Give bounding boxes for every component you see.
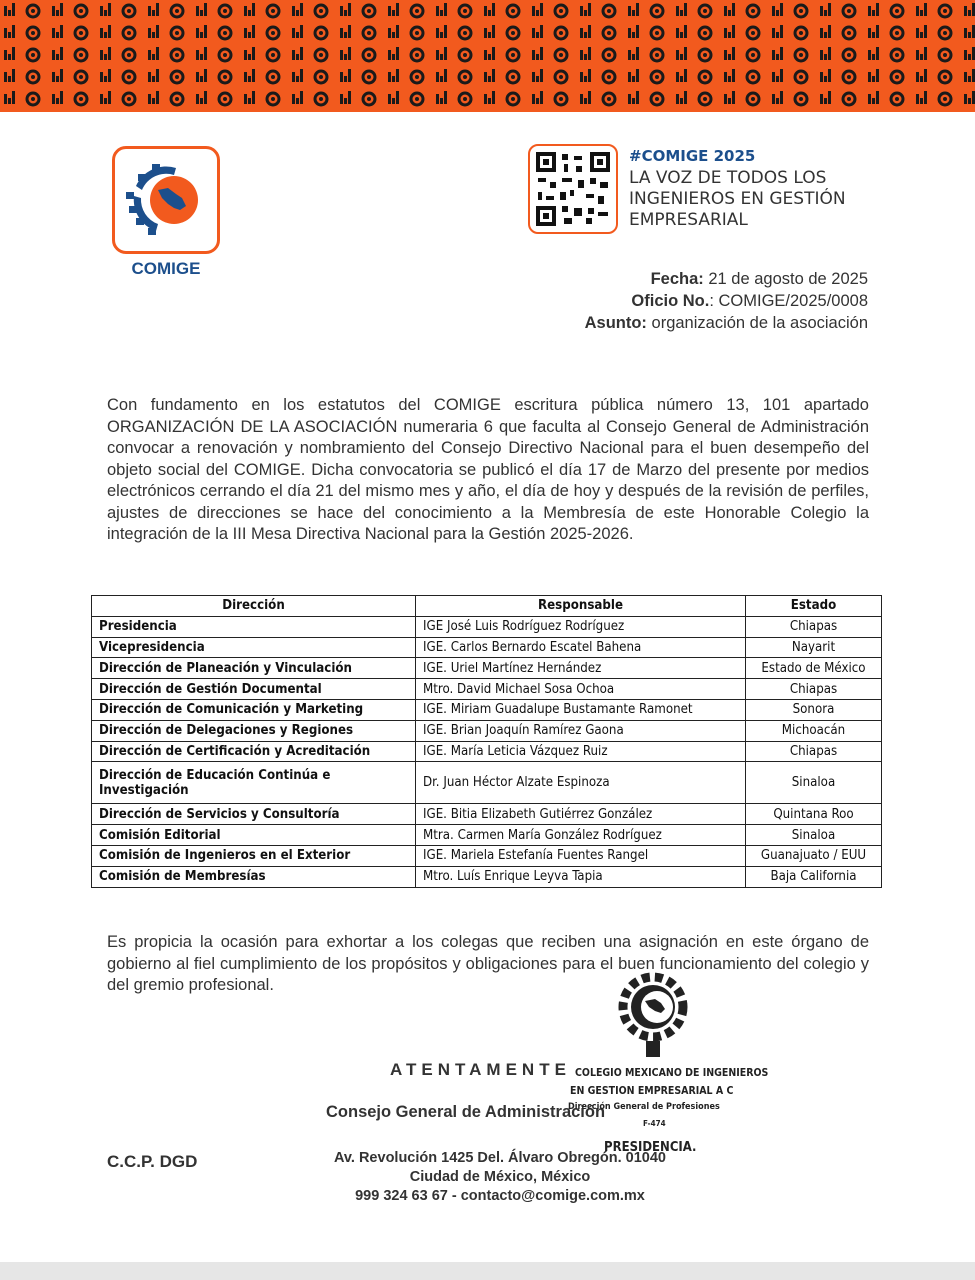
address-city: Ciudad de México, México	[409, 1169, 591, 1185]
table-row: Dirección de Certificación y Acreditación IGE. María Leticia Vázquez Ruiz Chiapas	[92, 741, 882, 762]
header-estado: Estado	[746, 596, 882, 617]
document-meta	[585, 268, 868, 334]
table-row: Dirección de Comunicación y Marketing IGE. Miriam Guadalupe Bustamante Ramonet Sonora	[92, 699, 882, 720]
table-row: Vicepresidencia IGE. Carlos Bernardo Escatel Bahena Nayarit	[92, 637, 882, 658]
table-row: Dirección de Gestión Documental Mtro. David Michael Sosa Ochoa Chiapas	[92, 679, 882, 700]
stamp-line: F-474	[643, 1119, 666, 1128]
comige-logo	[112, 146, 220, 254]
ccp-note: C.C.P. DGD	[107, 1152, 198, 1171]
stamp-line: EN GESTION EMPRESARIAL A C	[570, 1085, 734, 1097]
intro-paragraph: Con fundamento en los estatutos del COMIGE escritura pública número 13, 101 apartado ORGANIZACIÓN DE LA ASOCIACIÓN numeraria 6 que faculta al Consejo General de Administración convocar a renovación y nombramiento del Consejo Directivo Nacional para el buen desempeño del objeto social del COMIGE. Dicha convocatoria se publicó el día 17 de Marzo del presente por medios electrónicos cerrando el día 21 del mismo mes y año, el día de hoy y después de la revisión de perfiles, ajustes de direcciones se hace del conocimiento a la Membresía de este Honorable Colegio la integración de la III Mesa Directiva Nacional para la Gestión 2025-2026.	[107, 396, 869, 543]
contact-line[interactable]: 999 324 63 67 - contacto@comige.com.mx	[355, 1188, 645, 1204]
pattern-icons	[0, 0, 975, 112]
table-row: Dirección de Educación Continúa e Investigación Dr. Juan Héctor Alzate Espinoza Sinaloa	[92, 762, 882, 804]
seal-stamp	[616, 967, 690, 1059]
tagline	[629, 147, 899, 231]
footer-address	[300, 1149, 700, 1206]
stamp-line: COLEGIO MEXICANO DE INGENIEROS	[575, 1067, 769, 1079]
hashtag: #COMIGE 2025	[629, 147, 756, 165]
header-responsable: Responsable	[416, 596, 746, 617]
table-header-row	[92, 596, 882, 617]
table-row: Comisión Editorial Mtra. Carmen María González Rodríguez Sinaloa	[92, 825, 882, 846]
slogan: LA VOZ DE TODOS LOS INGENIEROS EN GESTIÓN EMPRESARIAL	[629, 168, 846, 230]
table-row: Comisión de Membresías Mtro. Luís Enrique Leyva Tapia Baja California	[92, 866, 882, 887]
table-row: Dirección de Planeación y Vinculación IGE. Uriel Martínez Hernández Estado de México	[92, 658, 882, 679]
address-line: Av. Revolución 1425 Del. Álvaro Obregón. 01040	[333, 1150, 666, 1166]
pattern-banner	[0, 0, 975, 112]
asunto-line: Asunto: organización de la asociación	[584, 314, 868, 332]
logo-label: COMIGE	[131, 259, 201, 278]
header-direccion: Dirección	[92, 596, 416, 617]
stamp-line: PRESIDENCIA.	[604, 1140, 697, 1155]
bottom-band	[0, 1262, 975, 1280]
table-row: Dirección de Delegaciones y Regiones IGE. Brian Joaquín Ramírez Gaona Michoacán	[92, 720, 882, 741]
table-row: Comisión de Ingenieros en el Exterior IGE. Mariela Estefanía Fuentes Rangel Guanajuato / EUU	[92, 845, 882, 866]
qr-code[interactable]	[528, 144, 618, 234]
fecha-line: Fecha: 21 de agosto de 2025	[650, 270, 868, 288]
oficio-line: Oficio No.: COMIGE/2025/0008	[631, 292, 868, 310]
signatory-body: Consejo General de Administración	[326, 1103, 606, 1121]
gear-map-icon	[115, 149, 217, 251]
atentamente: ATENTAMENTE	[390, 1060, 571, 1079]
directive-table	[91, 595, 882, 888]
seal-gear-icon	[616, 967, 690, 1059]
table-row: Dirección de Servicios y Consultoría IGE. Bitia Elizabeth Gutiérrez González Quintana Roo	[92, 804, 882, 825]
stamp-line: Dirección General de Profesiones	[568, 1102, 720, 1112]
qr-code-icon	[536, 152, 610, 226]
closing-paragraph: Es propicia la ocasión para exhortar a los colegas que reciben una asignación en este órgano de gobierno al fiel cumplimiento de los propósitos y obligaciones para el buen funcionamiento del colegio y del gremio profesional.	[107, 933, 869, 994]
table-row: Presidencia IGE José Luis Rodríguez Rodríguez Chiapas	[92, 616, 882, 637]
